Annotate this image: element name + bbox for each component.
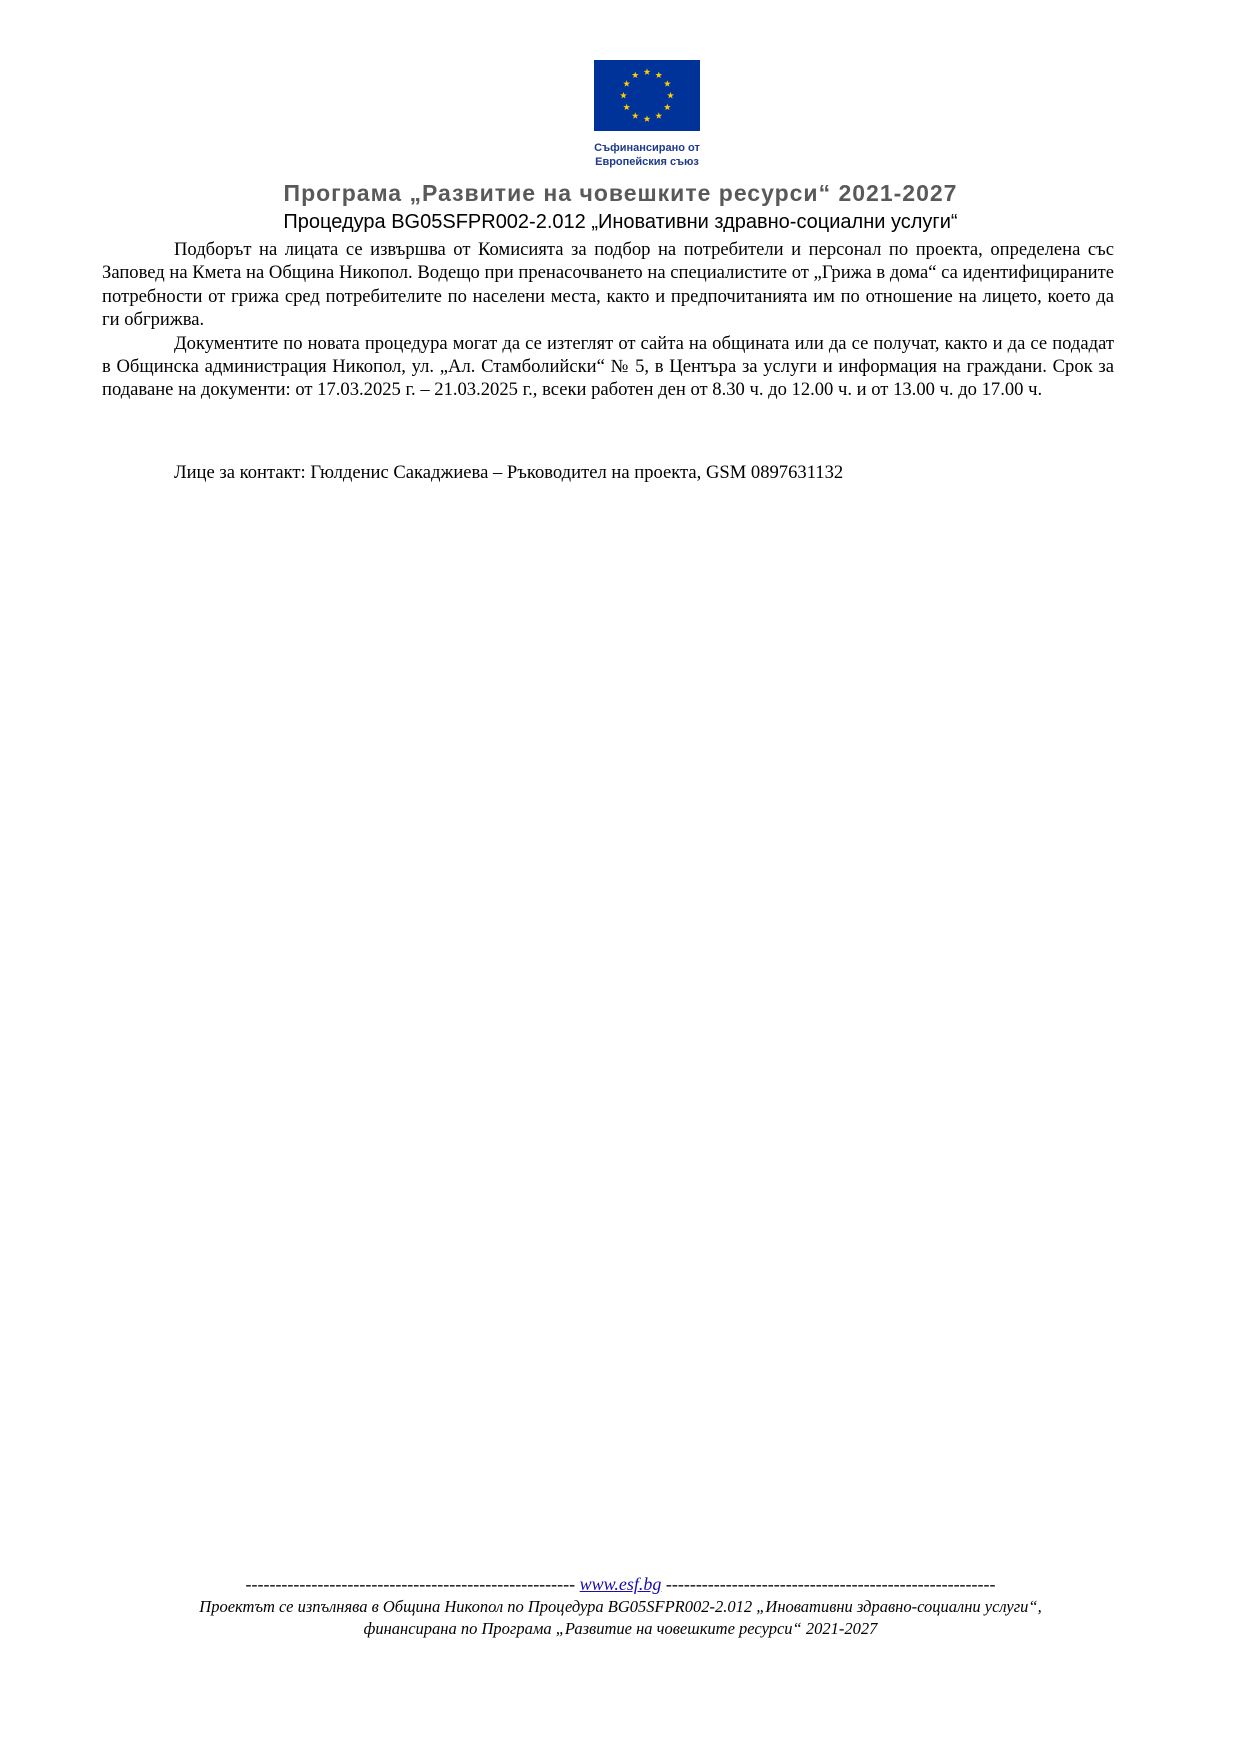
esf-link[interactable]: www.esf.bg <box>579 1574 662 1594</box>
logo-caption-line1: Съфинансирано от <box>594 142 700 154</box>
eu-flag-icon <box>594 60 700 131</box>
logo-caption-line2: Европейския съюз <box>595 156 699 168</box>
program-title: Програма „Развитие на човешките ресурси“ 2021-2027 <box>283 180 958 206</box>
footer-link-line <box>100 1573 1141 1595</box>
footer-dashes-right: ------------------------------------------------------- <box>665 1574 996 1594</box>
footer-dashes-left: ------------------------------------------------------- <box>245 1574 576 1594</box>
paragraph-selection: Подборът на лицата се извършва от Комисията за подбор на потребители и персонал по проекта, определена със Заповед на Кмета на Община Никопол. Водещо при пренасочването на специалистите от „Грижа в дома“ са идентифицираните потребности от грижа сред потребителите по населени места, както и предпочитанията им по отношение на лицето, което да ги обгрижва. <box>102 239 1114 331</box>
eu-cofunded-caption <box>560 141 734 169</box>
footer-note-line1: Проектът се изпълнява в Община Никопол по Процедура BG05SFPR002-2.012 „Иновативни здравно-социални услуги“, <box>199 1597 1042 1616</box>
paragraph-documents: Документите по новата процедура могат да се изтеглят от сайта на общината или да се получат, както и да се подадат в Общинска администрация Никопол, ул. „Ал. Стамболийски“ № 5, в Центъра за услуги и информация на граждани. Срок за подаване на документи: от 17.03.2025 г. – 21.03.2025 г., всеки работен ден от 8.30 ч. до 12.00 ч. и от 13.00 ч. до 17.00 ч. <box>102 332 1114 401</box>
procedure-subtitle: Процедура BG05SFPR002-2.012 „Иновативни здравно-социални услуги“ <box>283 211 958 233</box>
body-text <box>102 238 1114 402</box>
footer-note-line2: финансирана по Програма „Развитие на човешките ресурси“ 2021-2027 <box>363 1619 878 1638</box>
footer-note <box>100 1596 1141 1640</box>
contact-line: Лице за контакт: Гюлденис Сакаджиева – Ръководител на проекта, GSM 0897631132 <box>174 462 844 483</box>
